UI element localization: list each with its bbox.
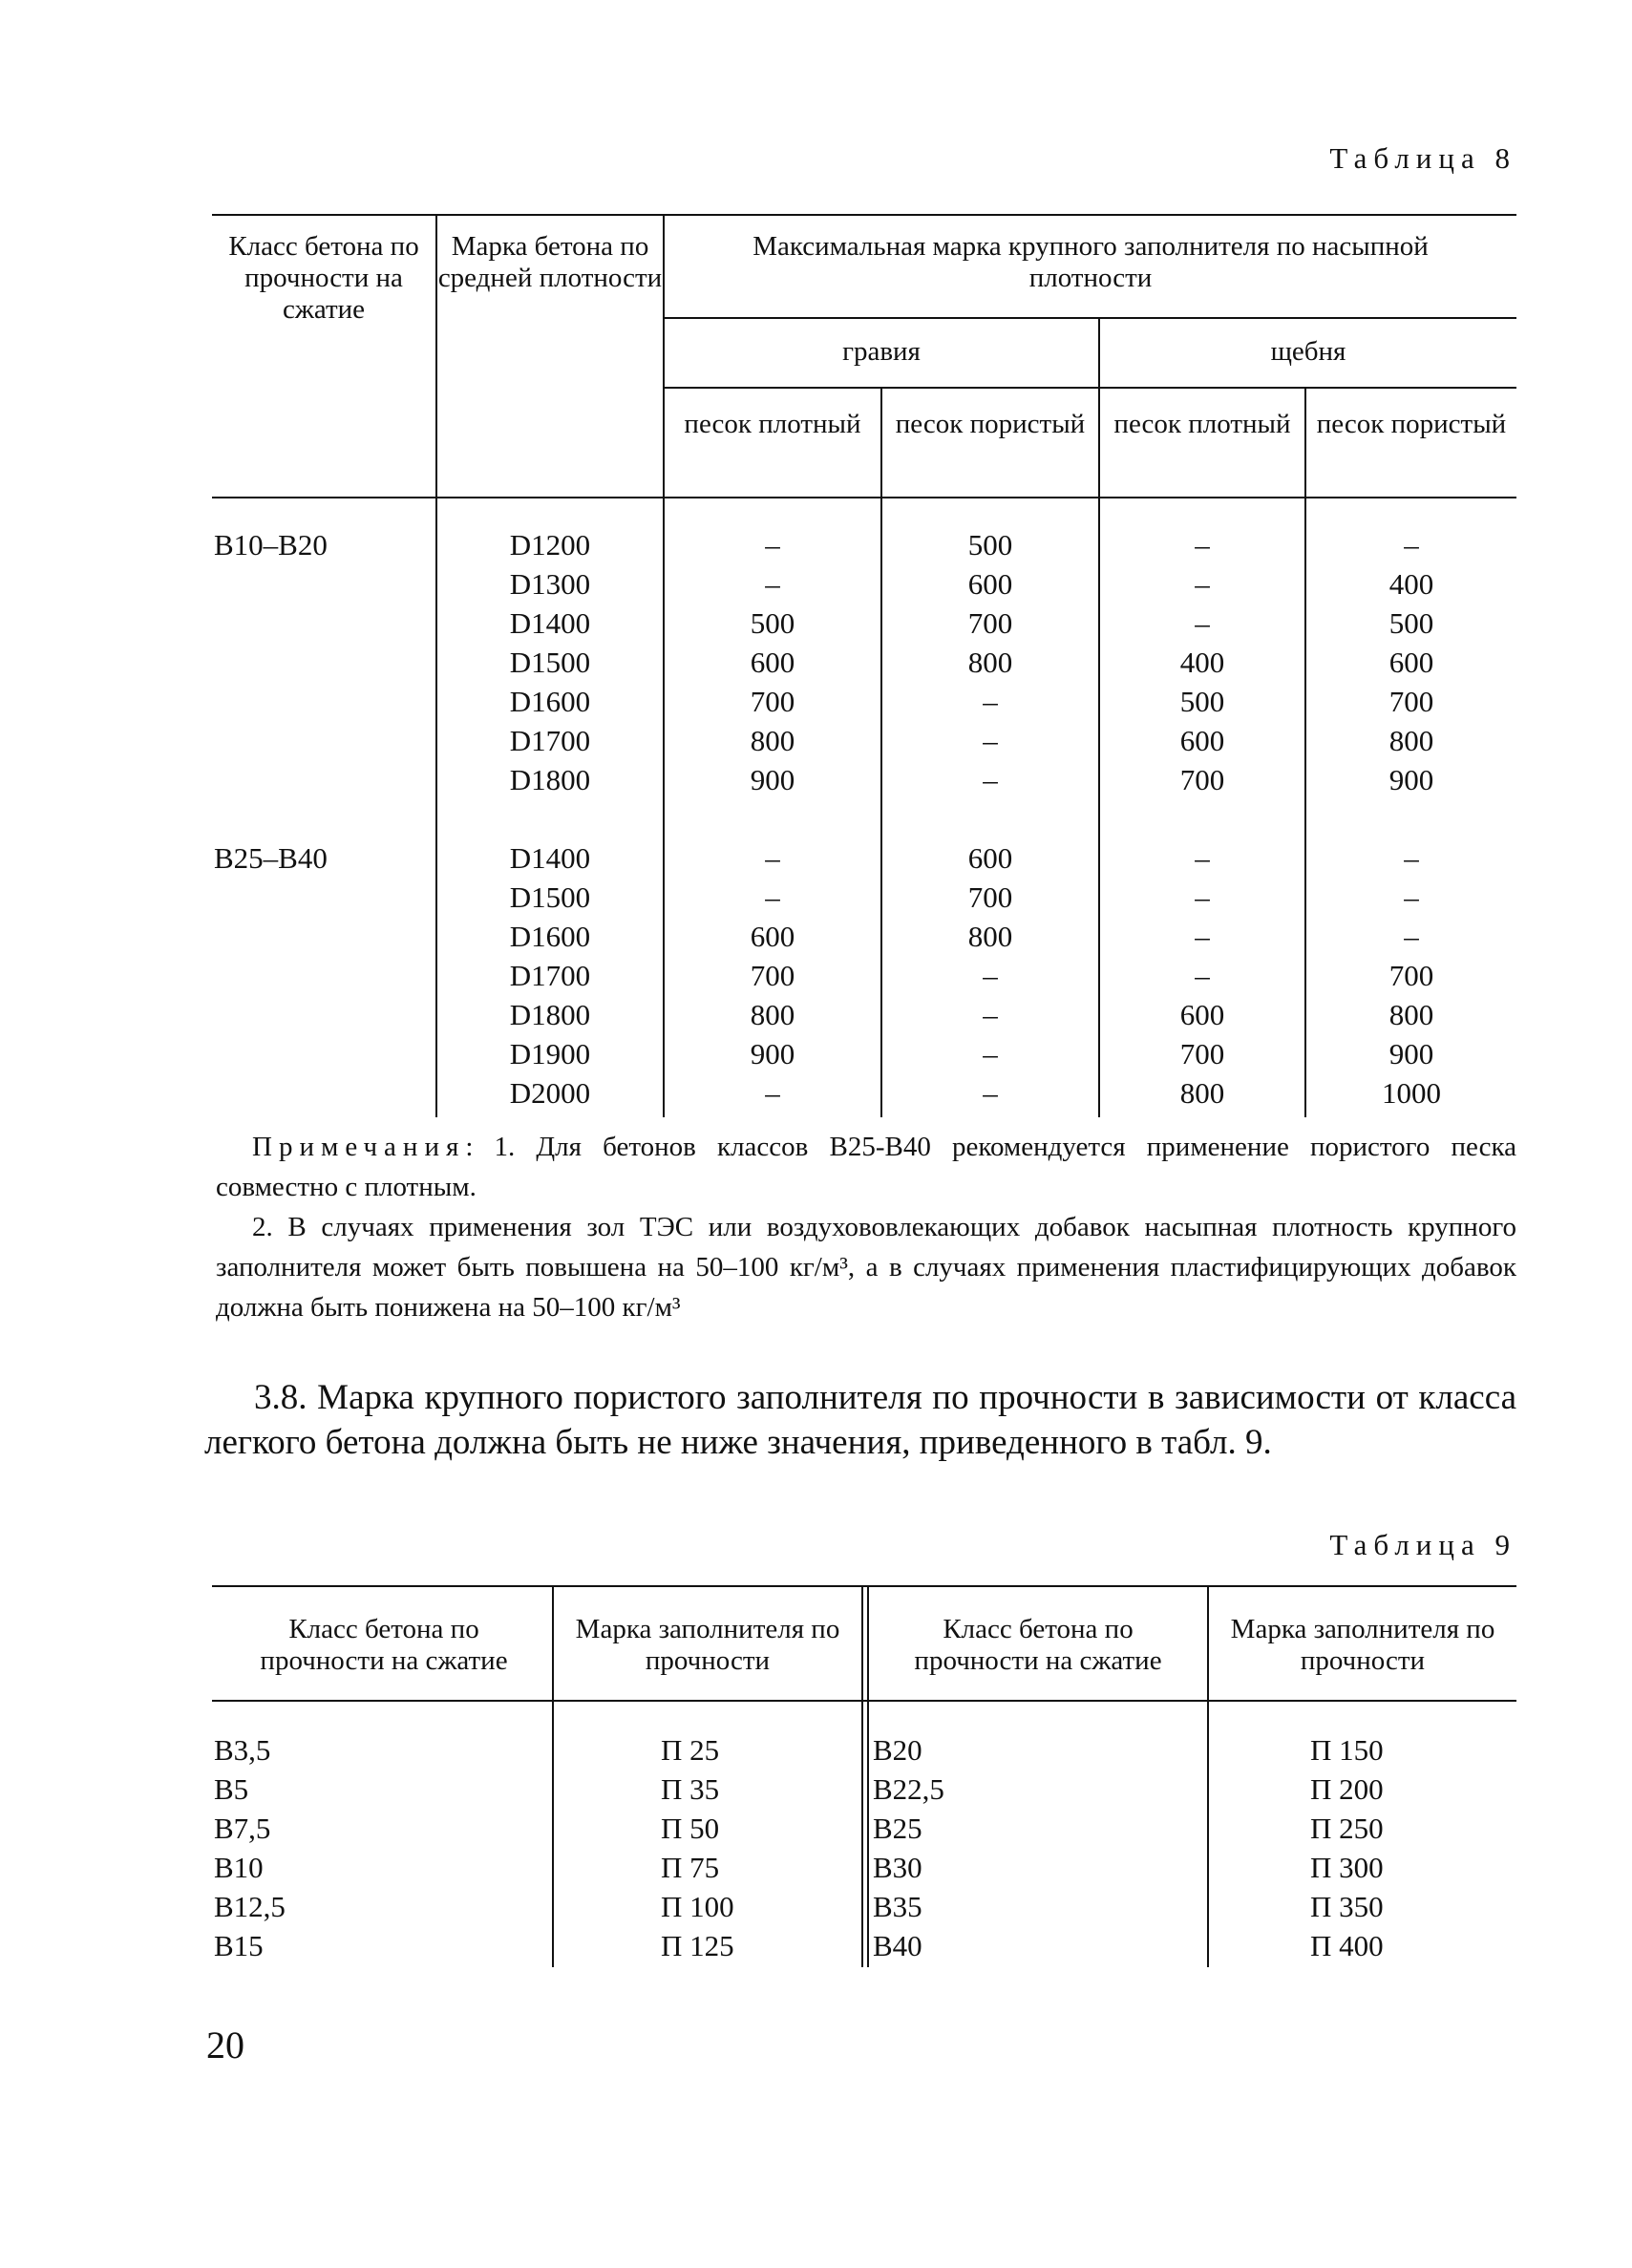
table-row bbox=[212, 760, 1516, 799]
cell-c2: В22,5 bbox=[873, 1772, 944, 1806]
table8-header-class: Класс бетона по прочности на сжатие bbox=[228, 231, 419, 325]
cell-v4: – bbox=[1404, 920, 1419, 953]
note-1: : 1. Для бетонов классов В25-В40 рекомендуется применение пористого песка совместно с плотным. bbox=[216, 1132, 1516, 1202]
table-row bbox=[212, 838, 1516, 878]
cell-v1: – bbox=[765, 528, 780, 562]
cell-v1: 900 bbox=[750, 763, 795, 796]
table-row bbox=[212, 525, 1516, 564]
cell-v3: – bbox=[1195, 528, 1210, 562]
cell-v2: – bbox=[983, 959, 998, 992]
cell-c2: В20 bbox=[873, 1733, 922, 1767]
cell-v1: 800 bbox=[750, 724, 795, 757]
cell-v4: 900 bbox=[1388, 1037, 1434, 1070]
cell-g1: П 125 bbox=[661, 1929, 734, 1962]
cell-grade: D1700 bbox=[509, 724, 591, 757]
cell-v2: – bbox=[983, 998, 998, 1031]
table8-header-crushed-porous-sand: песок пористый bbox=[1316, 409, 1507, 439]
table8-header-bottom-rule bbox=[212, 497, 1516, 498]
cell-grade: D1900 bbox=[509, 1037, 591, 1070]
cell-v1: – bbox=[765, 841, 780, 875]
cell-c1: В7,5 bbox=[214, 1812, 271, 1845]
cell-v1: – bbox=[765, 880, 780, 914]
cell-v2: 600 bbox=[967, 841, 1013, 875]
cell-grade: D1700 bbox=[509, 959, 591, 992]
cell-v3: 600 bbox=[1179, 998, 1225, 1031]
table-row bbox=[212, 1730, 1516, 1770]
cell-grade: D1200 bbox=[509, 528, 591, 562]
cell-g1: П 35 bbox=[661, 1772, 720, 1806]
table9-top-rule bbox=[212, 1585, 1516, 1587]
table-row bbox=[212, 1809, 1516, 1848]
cell-v3: 600 bbox=[1179, 724, 1225, 757]
table9-header-grade-right: Марка заполнителя по прочности bbox=[1230, 1614, 1495, 1676]
table8-notes bbox=[216, 1127, 1516, 1327]
cell-v2: 700 bbox=[967, 606, 1013, 640]
cell-cls: В25–В40 bbox=[214, 841, 328, 875]
cell-grade: D1600 bbox=[509, 920, 591, 953]
cell-v2: 700 bbox=[967, 880, 1013, 914]
table-row bbox=[212, 1848, 1516, 1887]
table8-header-gravel-dense-sand: песок плотный bbox=[684, 409, 861, 439]
paragraph-3-8 bbox=[204, 1375, 1516, 1465]
table-row bbox=[212, 564, 1516, 604]
cell-grade: D1800 bbox=[509, 763, 591, 796]
cell-g2: П 400 bbox=[1310, 1929, 1384, 1962]
table9-caption: Таблица 9 bbox=[1329, 1528, 1516, 1561]
cell-g2: П 200 bbox=[1310, 1772, 1384, 1806]
cell-grade: D2000 bbox=[509, 1076, 591, 1110]
cell-v2: 600 bbox=[967, 567, 1013, 601]
page-number: 20 bbox=[206, 2024, 244, 2067]
cell-v4: 800 bbox=[1388, 724, 1434, 757]
cell-v3: – bbox=[1195, 920, 1210, 953]
cell-grade: D1800 bbox=[509, 998, 591, 1031]
table-row bbox=[212, 995, 1516, 1034]
cell-v1: – bbox=[765, 567, 780, 601]
cell-v2: – bbox=[983, 1076, 998, 1110]
note-2: 2. В случаях применения зол ТЭС или воздухововлекающих добавок насыпная плотность крупного заполнителя может быть повышена на 50–100 кг/м³, а в случаях применения пластифицирующих добавок должна быть понижена на 50–100 кг/м³ bbox=[216, 1212, 1516, 1323]
table-row bbox=[212, 878, 1516, 917]
cell-v3: 500 bbox=[1179, 685, 1225, 718]
table-row bbox=[212, 956, 1516, 995]
table8-caption: Таблица 8 bbox=[1329, 141, 1516, 175]
cell-v4: – bbox=[1404, 880, 1419, 914]
cell-g2: П 350 bbox=[1310, 1890, 1384, 1923]
cell-c1: В10 bbox=[214, 1851, 264, 1884]
cell-c2: В35 bbox=[873, 1890, 922, 1923]
cell-c1: В12,5 bbox=[214, 1890, 286, 1923]
cell-c2: В40 bbox=[873, 1929, 922, 1962]
cell-v2: – bbox=[983, 724, 998, 757]
cell-v4: 900 bbox=[1388, 763, 1434, 796]
cell-v3: 400 bbox=[1179, 646, 1225, 679]
table-row bbox=[212, 643, 1516, 682]
cell-v3: – bbox=[1195, 880, 1210, 914]
cell-g2: П 150 bbox=[1310, 1733, 1384, 1767]
cell-v1: – bbox=[765, 1076, 780, 1110]
cell-v2: – bbox=[983, 763, 998, 796]
cell-g2: П 300 bbox=[1310, 1851, 1384, 1884]
table9-header-class-left: Класс бетона по прочности на сжатие bbox=[260, 1614, 508, 1676]
cell-grade: D1500 bbox=[509, 880, 591, 914]
table8-header-crushed-dense-sand: песок плотный bbox=[1113, 409, 1291, 439]
cell-g1: П 100 bbox=[661, 1890, 734, 1923]
cell-grade: D1400 bbox=[509, 841, 591, 875]
table8-header-grade: Марка бетона по средней плотности bbox=[437, 231, 663, 293]
cell-grade: D1300 bbox=[509, 567, 591, 601]
cell-v2: 500 bbox=[967, 528, 1013, 562]
cell-v1: 900 bbox=[750, 1037, 795, 1070]
table9-header-bottom-rule bbox=[212, 1700, 1516, 1702]
table-row bbox=[212, 604, 1516, 643]
cell-v1: 800 bbox=[750, 998, 795, 1031]
table8-header-gravel: гравия bbox=[842, 336, 921, 367]
cell-v4: – bbox=[1404, 841, 1419, 875]
table-row bbox=[212, 721, 1516, 760]
table-row bbox=[212, 1926, 1516, 1965]
table8-rule-under-max bbox=[663, 317, 1516, 319]
table9-header-grade-left: Марка заполнителя по прочности bbox=[575, 1614, 840, 1676]
cell-v4: 800 bbox=[1388, 998, 1434, 1031]
cell-c1: В3,5 bbox=[214, 1733, 271, 1767]
cell-v4: 1000 bbox=[1382, 1076, 1441, 1110]
cell-v4: 500 bbox=[1388, 606, 1434, 640]
cell-v2: – bbox=[983, 1037, 998, 1070]
cell-g1: П 75 bbox=[661, 1851, 720, 1884]
cell-v4: 700 bbox=[1388, 959, 1434, 992]
table8-header-crushed: щебня bbox=[1270, 336, 1346, 367]
cell-cls: В10–В20 bbox=[214, 528, 328, 562]
cell-g1: П 50 bbox=[661, 1812, 720, 1845]
table8-header-max-grade: Максимальная марка крупного заполнителя по насыпной плотности bbox=[752, 231, 1429, 293]
table8-top-rule bbox=[212, 214, 1516, 216]
table9-header-class-right: Класс бетона по прочности на сжатие bbox=[914, 1614, 1162, 1676]
cell-v4: 400 bbox=[1388, 567, 1434, 601]
cell-g1: П 25 bbox=[661, 1733, 720, 1767]
cell-v3: 700 bbox=[1179, 763, 1225, 796]
paragraph-text: 3.8. Марка крупного пористого заполнителя по прочности в зависимости от класса легкого бетона должна быть не ниже значения, приведенного в табл. 9. bbox=[204, 1378, 1516, 1462]
cell-v1: 500 bbox=[750, 606, 795, 640]
table-row bbox=[212, 917, 1516, 956]
cell-v3: – bbox=[1195, 567, 1210, 601]
cell-v4: – bbox=[1404, 528, 1419, 562]
cell-c2: В30 bbox=[873, 1851, 922, 1884]
cell-v3: – bbox=[1195, 841, 1210, 875]
cell-v2: 800 bbox=[967, 646, 1013, 679]
cell-v2: 800 bbox=[967, 920, 1013, 953]
cell-v3: 800 bbox=[1179, 1076, 1225, 1110]
cell-v3: 700 bbox=[1179, 1037, 1225, 1070]
cell-c1: В5 bbox=[214, 1772, 249, 1806]
table-row bbox=[212, 1073, 1516, 1113]
cell-v1: 600 bbox=[750, 920, 795, 953]
table-row bbox=[212, 1770, 1516, 1809]
table-row bbox=[212, 1034, 1516, 1073]
table-row bbox=[212, 682, 1516, 721]
cell-g2: П 250 bbox=[1310, 1812, 1384, 1845]
cell-v4: 600 bbox=[1388, 646, 1434, 679]
cell-v3: – bbox=[1195, 606, 1210, 640]
cell-v2: – bbox=[983, 685, 998, 718]
cell-v1: 700 bbox=[750, 959, 795, 992]
table8-header-gravel-porous-sand: песок пористый bbox=[895, 409, 1086, 439]
cell-grade: D1600 bbox=[509, 685, 591, 718]
cell-grade: D1400 bbox=[509, 606, 591, 640]
cell-grade: D1500 bbox=[509, 646, 591, 679]
notes-heading: Примечания bbox=[252, 1132, 466, 1162]
table8-rule-under-aggregate bbox=[663, 387, 1516, 389]
cell-v4: 700 bbox=[1388, 685, 1434, 718]
cell-c1: В15 bbox=[214, 1929, 264, 1962]
cell-c2: В25 bbox=[873, 1812, 922, 1845]
cell-v1: 700 bbox=[750, 685, 795, 718]
cell-v3: – bbox=[1195, 959, 1210, 992]
cell-v1: 600 bbox=[750, 646, 795, 679]
table-row bbox=[212, 1887, 1516, 1926]
